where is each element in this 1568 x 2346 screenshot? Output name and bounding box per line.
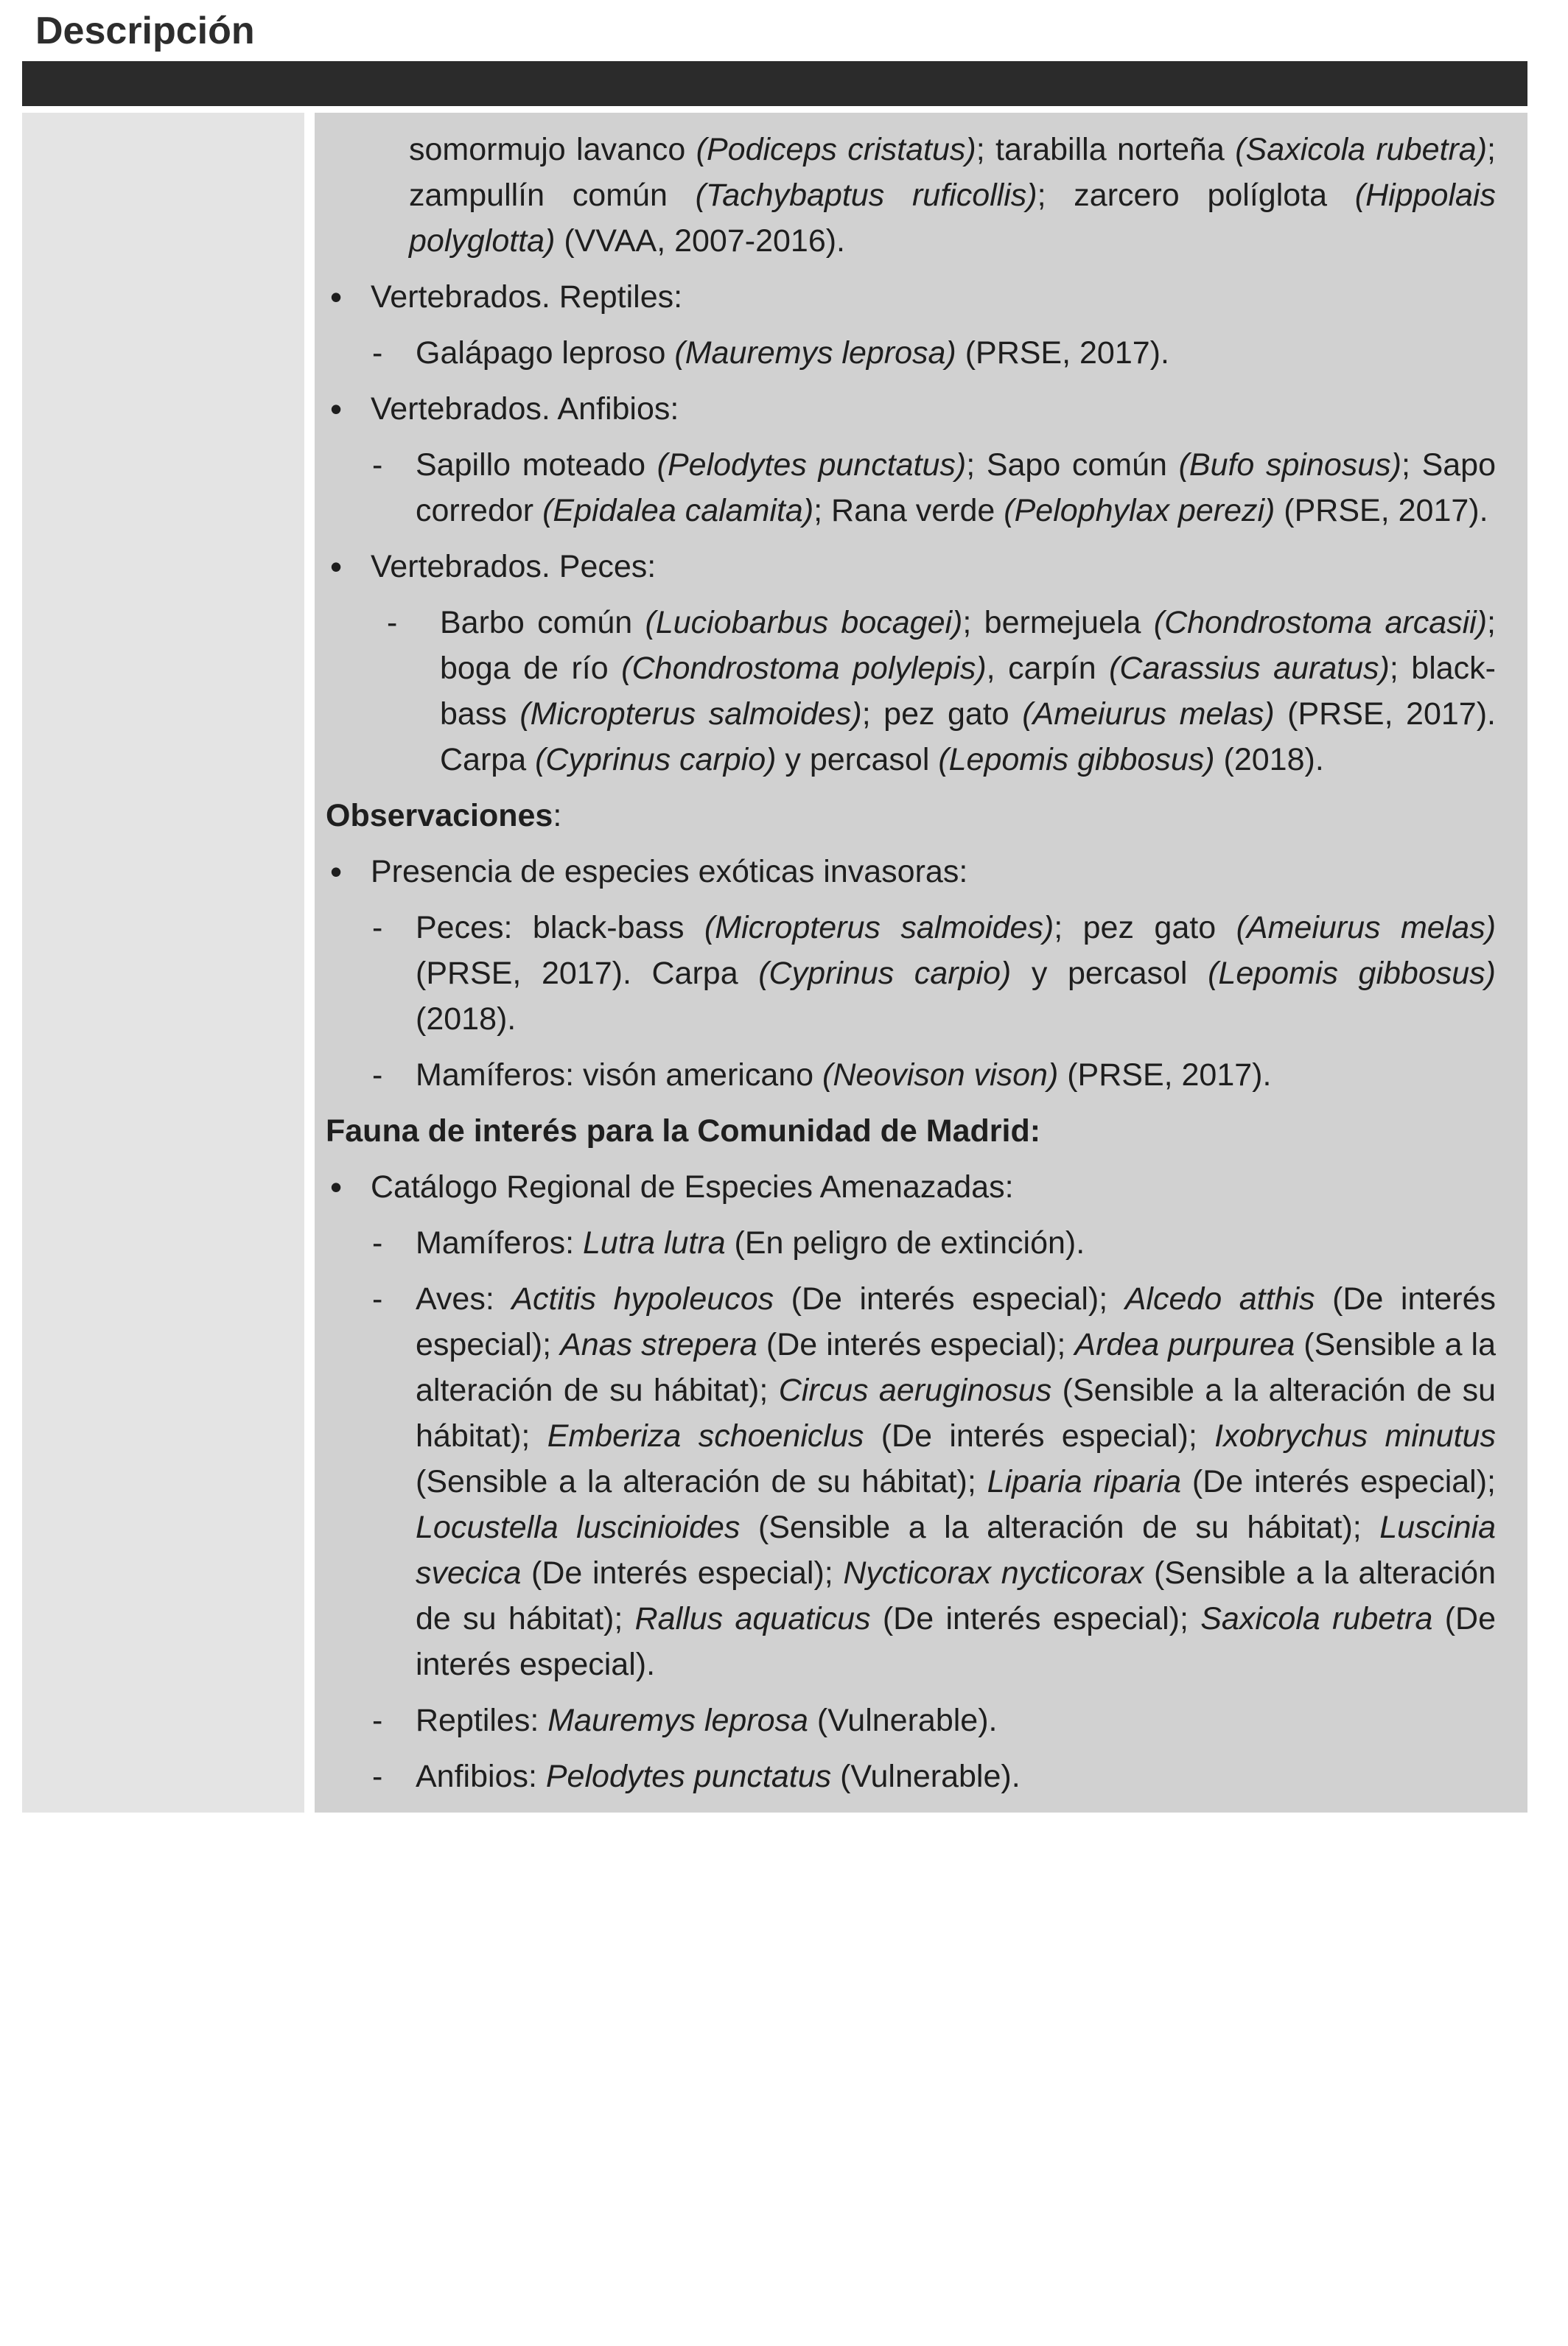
text-run: (Chondrostoma polylepis) (621, 651, 987, 686)
dash-marker: - (372, 1225, 383, 1261)
content-block-bullet (315, 849, 1496, 894)
text-run: ; bermejuela (962, 605, 1154, 640)
content-block-dash2 (315, 600, 1496, 782)
text-run: (En peligro de extinción). (725, 1225, 1085, 1261)
text-run: (PRSE, 2017). Carpa (416, 956, 759, 991)
text-run: Catálogo Regional de Especies Amenazadas: (371, 1169, 1014, 1205)
text-run: Liparia riparia (987, 1464, 1182, 1499)
text-run: Presencia de especies exóticas invasoras: (371, 854, 968, 889)
description-table (22, 61, 1527, 1813)
text-run: y percasol (1011, 956, 1208, 991)
text-run: Pelodytes punctatus (545, 1759, 832, 1794)
text-run: Locustella luscinioides (416, 1510, 741, 1545)
text-run: (Sensible a la alteración de su hábitat); (416, 1464, 987, 1499)
content-block-bullet (315, 274, 1496, 320)
text-run: (2018). (1214, 742, 1324, 777)
content-block-bullet (315, 386, 1496, 432)
text-run: ; black-bass (440, 651, 1496, 732)
left-column-cell (22, 113, 304, 1813)
text-run: Lutra lutra (583, 1225, 726, 1261)
text-run: ; Rana verde (813, 493, 1004, 528)
dash-marker: - (372, 335, 383, 371)
text-run: Aves: (416, 1281, 512, 1317)
text-run: (Ameiurus melas) (1022, 696, 1275, 732)
page-title: Descripción (35, 10, 255, 52)
text-run: Vertebrados. Peces: (371, 549, 657, 584)
text-run: y percasol (776, 742, 939, 777)
text-run: (Hippolais polyglotta) (409, 178, 1496, 259)
text-run: Saxicola rubetra (1200, 1601, 1433, 1636)
text-run: Alcedo atthis (1124, 1281, 1315, 1317)
text-run: (Cyprinus carpio) (758, 956, 1012, 991)
content-block-dash (315, 442, 1496, 533)
text-run: (Neovison vison) (822, 1057, 1059, 1093)
dash-marker: - (372, 1759, 383, 1794)
text-run: (2018). (416, 1001, 517, 1037)
text-run: (Mauremys leprosa) (674, 335, 956, 371)
text-run: Rallus aquaticus (634, 1601, 871, 1636)
text-run: ; zarcero políglota (1037, 178, 1355, 213)
text-run: (Micropterus salmoides) (704, 910, 1054, 945)
text-run: (De interés especial). (416, 1601, 1496, 1682)
table-header-bar (22, 61, 1527, 106)
text-run: (Micropterus salmoides) (519, 696, 862, 732)
text-run: ; Sapo común (966, 447, 1179, 483)
bullet-icon: • (330, 1168, 343, 1206)
content-block-bullet (315, 1164, 1496, 1210)
content-block-bullet (315, 544, 1496, 589)
text-run: ; tarabilla norteña (976, 132, 1236, 167)
dash-marker: - (387, 605, 398, 640)
text-run: (PRSE, 2017). (1058, 1057, 1272, 1093)
text-run: (Epidalea calamita) (542, 493, 814, 528)
text-run: (De interés especial); (870, 1601, 1201, 1636)
text-run: (De interés especial); (774, 1281, 1125, 1317)
text-run: Anfibios: (416, 1759, 546, 1794)
content-block-para (315, 127, 1496, 264)
content-block-dash (315, 330, 1496, 376)
text-run: Circus aeruginosus (778, 1373, 1052, 1408)
content-block-dash (315, 905, 1496, 1042)
text-run: ; pez gato (1054, 910, 1236, 945)
text-run: (PRSE, 2017). (1275, 493, 1488, 528)
text-run: Mamíferos: (416, 1225, 583, 1261)
text-run: (Podiceps cristatus) (696, 132, 976, 167)
content-block-dash (315, 1698, 1496, 1743)
text-run: (Vulnerable). (831, 1759, 1021, 1794)
text-run: (Vulnerable). (808, 1703, 998, 1738)
text-run: (PRSE, 2017). Carpa (440, 696, 1496, 777)
text-run: Sapillo moteado (416, 447, 657, 483)
text-run: (Pelophylax perezi) (1004, 493, 1275, 528)
dash-marker: - (372, 1703, 383, 1738)
dash-marker: - (372, 1057, 383, 1093)
text-run: (Lepomis gibbosus) (1208, 956, 1496, 991)
text-run: Nycticorax nycticorax (843, 1555, 1144, 1591)
text-run: Actitis hypoleucos (511, 1281, 774, 1317)
text-run: Anas strepera (560, 1327, 757, 1362)
text-run: Luscinia svecica (416, 1510, 1497, 1591)
text-run: Peces: black-bass (416, 910, 704, 945)
text-run: Fauna de interés para la Comunidad de Madrid: (326, 1113, 1041, 1149)
text-run: (Saxicola rubetra) (1235, 132, 1488, 167)
text-run: (Pelodytes punctatus) (657, 447, 967, 483)
text-run: , carpín (986, 651, 1110, 686)
text-run: Barbo común (440, 605, 645, 640)
text-run: (De interés especial); (757, 1327, 1075, 1362)
text-run: (Bufo spinosus) (1178, 447, 1401, 483)
text-run: Vertebrados. Anfibios: (371, 391, 679, 427)
text-run: (Chondrostoma arcasii) (1153, 605, 1488, 640)
text-run: (De interés especial); (864, 1418, 1215, 1454)
content-block-heading (315, 793, 1496, 838)
text-run: Observaciones (326, 798, 553, 833)
text-run: : (553, 798, 562, 833)
text-run: ; boga de río (440, 605, 1496, 686)
description-content (315, 113, 1527, 1813)
text-run: (De interés especial); (416, 1281, 1496, 1362)
text-run: Emberiza schoeniclus (547, 1418, 864, 1454)
text-run: (Lepomis gibbosus) (938, 742, 1215, 777)
text-run: Ardea purpurea (1074, 1327, 1295, 1362)
text-run: (Carassius auratus) (1109, 651, 1390, 686)
text-run: (PRSE, 2017). (956, 335, 1169, 371)
text-run: Reptiles: (416, 1703, 548, 1738)
text-run: Ixobrychus minutus (1214, 1418, 1497, 1454)
text-run: (Sensible a la alteración de su hábitat); (740, 1510, 1380, 1545)
text-run: Galápago leproso (416, 335, 675, 371)
text-run: (VVAA, 2007-2016). (555, 223, 845, 259)
text-run: somormujo lavanco (409, 132, 696, 167)
bullet-icon: • (330, 547, 343, 586)
table-body-row (22, 113, 1527, 1813)
bullet-icon: • (330, 390, 343, 428)
content-block-dash (315, 1276, 1496, 1687)
text-run: (Cyprinus carpio) (535, 742, 777, 777)
text-run: (De interés especial); (1181, 1464, 1496, 1499)
content-block-heading (315, 1108, 1496, 1154)
text-run: ; Sapo corredor (416, 447, 1496, 528)
bullet-icon: • (330, 278, 343, 316)
content-block-dash (315, 1220, 1496, 1266)
text-run: (Sensible a la alteración de su hábitat); (416, 1327, 1496, 1408)
dash-marker: - (372, 447, 383, 483)
text-run: Mauremys leprosa (547, 1703, 808, 1738)
text-run: Mamíferos: visón americano (416, 1057, 823, 1093)
text-run: (Sensible a la alteración de su hábitat); (416, 1373, 1496, 1454)
content-block-dash (315, 1052, 1496, 1098)
bullet-icon: • (330, 852, 343, 891)
text-run: ; pez gato (861, 696, 1023, 732)
dash-marker: - (372, 910, 383, 945)
text-run: Vertebrados. Reptiles: (371, 279, 683, 315)
text-run: (De interés especial); (521, 1555, 844, 1591)
text-run: (Luciobarbus bocagei) (645, 605, 963, 640)
dash-marker: - (372, 1281, 383, 1317)
text-run: (Ameiurus melas) (1236, 910, 1497, 945)
text-run: (Tachybaptus ruficollis) (695, 178, 1037, 213)
content-block-dash (315, 1754, 1496, 1799)
text-run: (Sensible a la alteración de su hábitat); (416, 1555, 1496, 1636)
text-run: ; zampullín común (409, 132, 1496, 213)
